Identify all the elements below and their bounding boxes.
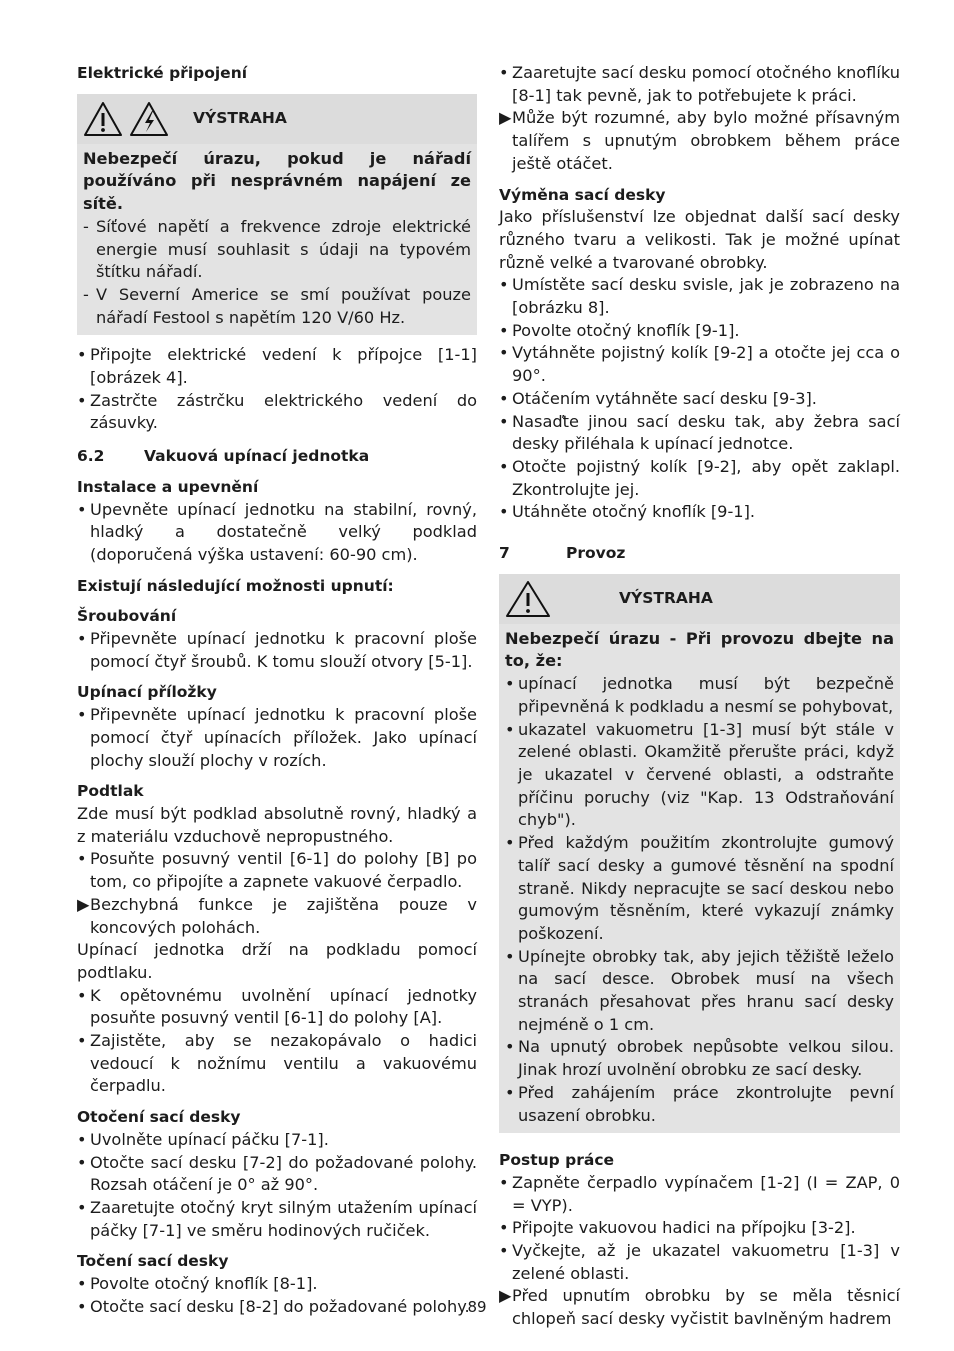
warning-lead: Nebezpečí úrazu, pokud je nářadí používáno při nesprávném napájení ze sítě.	[83, 148, 471, 214]
warning-title: VÝSTRAHA	[193, 109, 287, 128]
list-item: • Připojte vakuovou hadici na přípojku [3-2].	[499, 1218, 856, 1238]
install-heading: Instalace a upevnění	[77, 477, 259, 496]
list-item: • Zaaretujte otočný kryt silným utažením upínací páčky [7-1] ve směru hodinových ručiček.	[77, 1197, 477, 1240]
list-item: • Povolte otočný knoflík [9-1].	[499, 320, 740, 340]
list-item: • Nasaďte jinou sací desku tak, aby žebra sací desky přiléhala k upínací jednotce.	[499, 411, 900, 454]
procedure-heading: Postup práce	[499, 1151, 615, 1170]
right-column	[499, 62, 900, 1331]
electric-hazard-icon	[129, 101, 169, 137]
list-item: • Umístěte sací desku svisle, jak je zobrazeno na [obrázku 8].	[499, 275, 900, 318]
vacuum-text-2: Upínací jednotka drží na podkladu pomocí podtlaku.	[77, 940, 477, 982]
list-item: • Otočte sací desku [8-2] do požadované polohy.	[77, 1296, 470, 1316]
warning-body	[77, 144, 477, 336]
vacuum-heading: Podtlak	[77, 782, 144, 801]
list-item: • Zajistěte, aby se nezakopávalo o hadici vedoucí k nožnímu ventilu a vakuovému čerpadlu.	[77, 1031, 477, 1096]
left-column	[77, 62, 477, 1318]
warning-body	[499, 624, 900, 1133]
list-item: • Posuňte posuvný ventil [6-1] do polohy [B] po tom, co připojíte a zapnete vakuové čerpadlo.	[77, 849, 477, 892]
warning-dash-item: - V Severní Americe se smí používat pouze nářadí Festool s napětím 120 V/60 Hz.	[83, 284, 471, 327]
list-item: • Utáhněte otočný knoflík [9-1].	[499, 502, 756, 522]
note-item: ▶ Může být rozumné, aby bylo možné přísavným talířem s upnutým obrobkem během práce ještě otáčet.	[499, 108, 900, 173]
list-item: • Vyčkejte, až je ukazatel vakuometru [1-3] v zelené oblasti.	[499, 1241, 900, 1283]
warning-list-item: • Upínejte obrobky tak, aby jejich těžiště leželo na sací desce. Obrobek musí na všech stranách přesahovat přes hranu sací desky nejméně o 1 cm.	[505, 946, 894, 1034]
clamp-heading: Upínací příložky	[77, 683, 217, 702]
warning-dash-item: - Síťové napětí a frekvence zdroje elektrické energie musí souhlasit s údaji na typovém štítku nářadí.	[83, 216, 471, 282]
list-item: • Otočte sací desku [7-2] do požadované polohy. Rozsah otáčení je 0° až 90°.	[77, 1152, 477, 1195]
list-item: • Připojte elektrické vedení k přípojce [1-1] [obrázek 4].	[77, 345, 477, 388]
list-item: • Vytáhněte pojistný kolík [9-2] a otočte jej cca o 90°.	[499, 343, 900, 386]
page-number: 89	[467, 1298, 487, 1316]
warning-lead: Nebezpečí úrazu - Při provozu dbejte na to, že:	[505, 628, 894, 671]
note-item: ▶ Před upnutím obrobku by se měla těsnicí chlopeň sací desky vyčistit bavlněným hadrem	[499, 1286, 900, 1329]
list-item: • Uvolněte upínací páčku [7-1].	[77, 1129, 329, 1149]
list-item: • Otočte pojistný kolík [9-2], aby opět zaklapl. Zkontrolujte jej.	[499, 456, 900, 499]
list-item: • Zaaretujte sací desku pomocí otočného knoflíku [8-1] tak pevně, jak to potřebujete k práci.	[499, 63, 900, 105]
section-heading-7: 7 Provoz	[499, 544, 626, 563]
warning-triangle-icon	[83, 101, 123, 137]
screw-heading: Šroubování	[77, 607, 177, 626]
electric-heading: Elektrické připojení	[77, 64, 248, 82]
warning-list-item: • upínací jednotka musí být bezpečně připevněná k podkladu a nesmí se pohybovat,	[505, 674, 894, 716]
warning-box-operation	[499, 574, 900, 1133]
warning-list-item: • Na upnutý obrobek nepůsobte velkou silou. Jinak hrozí uvolnění obrobku ze sací desky.	[505, 1037, 894, 1080]
options-heading: Existují následující možnosti upnutí:	[77, 576, 394, 595]
list-item: • Otáčením vytáhněte sací desku [9-3].	[499, 388, 817, 408]
note-item: ▶ Bezchybná funkce je zajištěna pouze v koncových polohách.	[77, 894, 477, 937]
warning-list-item: • ukazatel vakuometru [1-3] musí být stále v zelené oblasti. Okamžitě přerušte práci, když je ukazatel v červené oblasti, a odstraňte příčinu poruchy (viz "Kap. 13 Odstraňování chyb").	[505, 719, 894, 830]
list-item: • Zastrčte zástrčku elektrického vedení do zásuvky.	[77, 390, 477, 433]
warning-list-item: • Před každým použitím zkontrolujte gumový talíř sací desky a gumové těsnění na spodní straně. Nikdy nepracujte se sací deskou nebo gumovým těsněním, které vykazují známky poškození.	[505, 833, 894, 943]
vacuum-text: Zde musí být podklad absolutně rovný, hladký a z materiálu vzduchově nepropustného.	[77, 803, 477, 846]
list-item: • Zapněte čerpadlo vypínačem [1-2] (I = ZAP, 0 = VYP).	[499, 1172, 900, 1215]
spin-heading: Točení sací desky	[77, 1252, 229, 1271]
section-heading-6-2: 6.2 Vakuová upínací jednotka	[77, 447, 370, 466]
list-item: • Povolte otočný knoflík [8-1].	[77, 1274, 318, 1294]
warning-triangle-icon	[505, 580, 551, 618]
list-item: • K opětovnému uvolnění upínací jednotky posuňte posuvný ventil [6-1] do polohy [A].	[77, 985, 477, 1028]
warning-box-electric	[77, 94, 477, 336]
swap-heading: Výměna sací desky	[499, 185, 666, 204]
rotate-heading: Otočení sací desky	[77, 1108, 241, 1127]
swap-text: Jako příslušenství lze objednat další sací desky různého tvaru a velikosti. Tak je možné upínat různě velké a tvarované obrobky.	[499, 207, 900, 272]
list-item: • Upevněte upínací jednotku na stabilní, rovný, hladký a dostatečně velký podklad (doporučená výška ustavení: 60-90 cm).	[77, 499, 477, 564]
warning-header	[499, 574, 900, 624]
list-item: • Připevněte upínací jednotku k pracovní ploše pomocí čtyř šroubů. K tomu slouží otvory [5-1].	[77, 629, 477, 671]
warning-list-item: • Před zahájením práce zkontrolujte pevní usazení obrobku.	[505, 1082, 894, 1125]
list-item: • Připevněte upínací jednotku k pracovní ploše pomocí čtyř upínacích příložek. Jako upínací plochy slouží plochy v rozích.	[77, 705, 477, 770]
warning-title: VÝSTRAHA	[619, 589, 713, 608]
warning-header	[77, 94, 477, 144]
